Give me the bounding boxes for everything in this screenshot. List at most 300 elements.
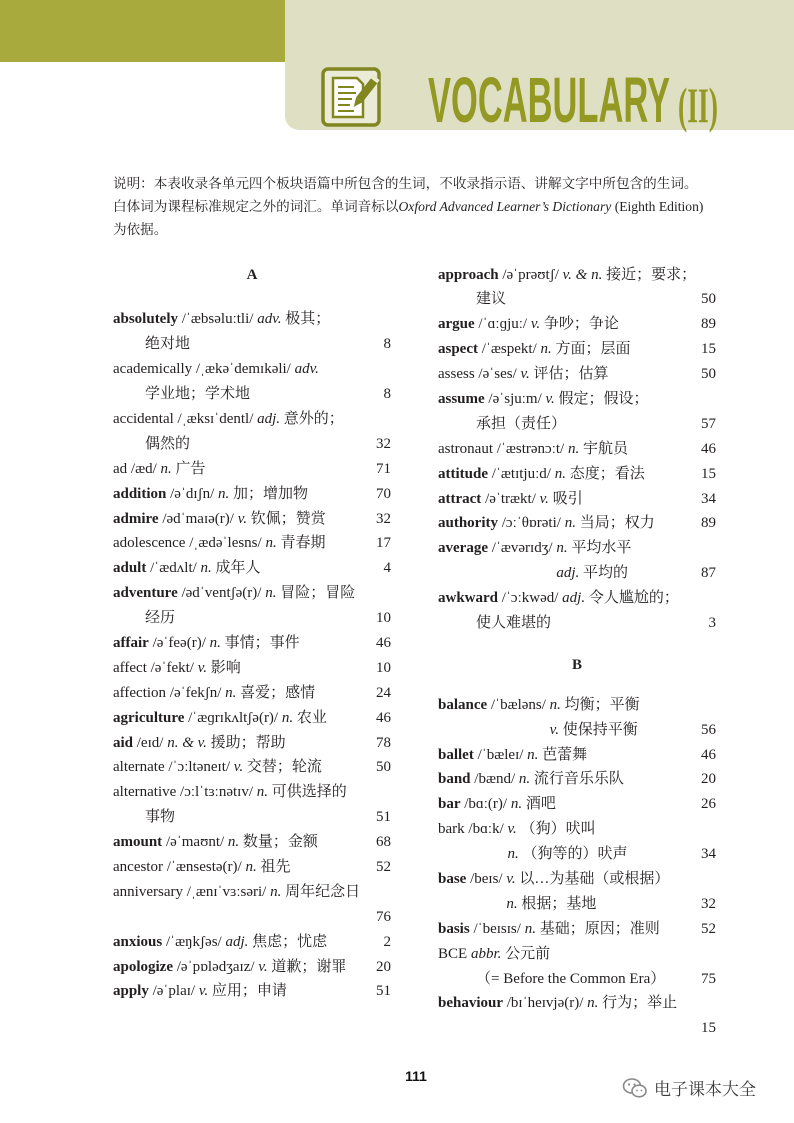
headword: ad [113,460,128,477]
definition: 以…为基础（或根据） [519,870,670,887]
part-of-speech: n. [256,784,268,801]
part-of-speech: n. [556,540,568,557]
page-title [426,62,726,136]
intro-text: (Eighth Edition) [611,198,704,214]
definition: 极其； [285,311,331,328]
vocab-entry [438,991,716,1041]
vocab-entry [438,337,716,362]
part-of-speech: n. [265,535,277,552]
page-reference: 32 [376,510,391,527]
part-of-speech: adv. [294,361,319,378]
entry-text [438,586,679,611]
headword: assess [438,366,475,383]
page-reference: 51 [376,809,391,826]
definition: 意外的； [283,410,344,427]
entry-text [476,967,665,992]
phonetic: /ˈɑːɡjuː/ [478,316,528,333]
definition: 态度；看法 [569,465,645,482]
phonetic: /ɔːˈθɒrəti/ [501,515,561,532]
page-reference: 24 [376,684,391,701]
headword: adult [113,560,147,577]
vocab-entry [113,556,391,581]
definition: 争吵；争论 [543,316,619,333]
phonetic: /əˈfekt/ [150,659,194,676]
intro-note [113,172,728,241]
page-reference: 76 [376,908,391,925]
entry-line [113,855,391,880]
definition: 援助；帮助 [210,734,286,751]
entry-line [438,817,716,842]
definition: 农业 [296,709,327,726]
entry-line [438,1016,716,1041]
entry-text [506,892,596,917]
definition: 基础；原因；准则 [539,920,660,937]
entry-text [113,880,360,905]
headword: astronaut [438,440,493,457]
vocab-entry [113,581,391,631]
page-reference: 20 [376,958,391,975]
entry-line [113,382,391,407]
vocab-entry [438,312,716,337]
part-of-speech: n. [225,684,237,701]
headword: alternate [113,759,165,776]
notepad-pencil-icon [321,67,381,127]
entry-line [438,263,716,288]
phonetic: /ˈævərɪdʒ/ [491,540,553,557]
part-of-speech: v. [520,366,530,383]
entry-line [438,942,716,967]
entry-line [438,892,716,917]
definition: 学业地；学术地 [145,386,251,403]
intro-text: 白体词为课程标准规定之外的词汇。单词音标以 [113,198,399,214]
phonetic: /ɔːlˈtɜːnətɪv/ [180,784,253,801]
headword: bark [438,821,465,838]
phonetic: /ˌænɪˈvɜːsəri/ [186,883,267,900]
entry-text [113,307,330,332]
entry-text [113,631,300,656]
entry-text [113,656,241,681]
entry-text [113,407,344,432]
headword: bar [438,796,461,813]
entry-line [113,482,391,507]
part-of-speech: n. [270,883,282,900]
part-of-speech: n. [245,858,257,875]
vocab-entry [438,362,716,387]
dictionary-title: Oxford Advanced Learner’s Dictionary [398,198,612,214]
headword: behaviour [438,995,504,1012]
entry-text [438,263,696,288]
vocab-entry [113,930,391,955]
entry-text [508,842,628,867]
vocab-entry [113,830,391,855]
entry-text [145,432,190,457]
phonetic: /əˈpɒlədʒaɪz/ [176,958,255,975]
entry-text [438,337,631,362]
entry-text [113,731,286,756]
part-of-speech: v. [506,870,516,887]
vocab-entry [113,731,391,756]
definition: （狗）吠叫 [520,821,596,838]
entry-text [438,462,645,487]
vocab-entry [438,942,716,992]
entry-text [438,991,677,1016]
entry-text [438,792,556,817]
headword: aid [113,734,134,751]
part-of-speech: n. [587,995,599,1012]
vocab-entry [113,855,391,880]
headword: amount [113,834,163,851]
definition: 成年人 [215,560,261,577]
part-of-speech: n. [281,709,294,726]
definition: 应用；申请 [211,983,287,1000]
headword: academically [113,361,193,378]
vocab-entry [438,511,716,536]
page-reference: 10 [376,610,391,627]
vocab-entry [438,586,716,636]
phonetic: /ˈæɡrɪkʌltʃə(r)/ [188,709,279,726]
entry-line [113,332,391,357]
vocab-entry [113,755,391,780]
definition: 交替；轮流 [246,759,322,776]
entry-line [113,905,391,930]
entry-line [113,606,391,631]
headword: apply [113,983,149,1000]
definition: 使保持平衡 [562,721,638,738]
part-of-speech: adj. [556,565,580,582]
definition: 绝对地 [145,336,191,353]
definition: 吸引 [552,490,583,507]
headword: ballet [438,746,474,763]
entry-line [113,830,391,855]
vocab-column-left [113,263,391,1005]
page-reference: 4 [383,560,391,577]
definition: 根据；基地 [521,895,597,912]
entry-text [438,693,640,718]
part-of-speech: n. [218,485,230,502]
definition: 喜爱；感情 [240,684,316,701]
entry-line [438,991,716,1016]
part-of-speech: v. & n. [562,266,603,283]
phonetic: /ˌædəˈlesns/ [189,535,262,552]
definition: 建议 [476,291,507,308]
entry-text [476,412,566,437]
entry-line [113,755,391,780]
entry-line [438,412,716,437]
headword: awkward [438,590,499,607]
definition: 流行音乐乐队 [533,771,624,788]
entry-text [113,930,327,955]
page-number: 111 [405,1068,427,1084]
phonetic: /ədˈmaɪə(r)/ [162,510,234,527]
entry-line [438,611,716,636]
phonetic: /beɪs/ [470,870,503,887]
page-reference: 46 [376,709,391,726]
entry-text [113,681,315,706]
vocab-entry [438,817,716,867]
part-of-speech: n. [540,341,552,358]
entry-text [113,955,346,980]
entry-line [438,586,716,611]
part-of-speech: n. [227,834,240,851]
headword: assume [438,390,485,407]
entry-line [113,681,391,706]
entry-line [113,955,391,980]
entry-text [113,830,318,855]
page-reference: 32 [701,895,716,912]
definition: 令人尴尬的； [588,590,679,607]
part-of-speech: v. [507,821,517,838]
part-of-speech: v. [198,983,209,1000]
intro-text: 为依据。 [113,221,168,237]
vocab-entry [438,767,716,792]
entry-text [476,611,551,636]
phonetic: /əˈtrækt/ [485,490,536,507]
entry-text [438,387,649,412]
vocab-entry [438,743,716,768]
part-of-speech: n. [507,846,519,863]
entry-text [476,287,506,312]
definition: 冒险；冒险 [280,585,356,602]
definition: 方面；层面 [555,341,631,358]
entry-line [438,437,716,462]
headword: band [438,771,471,788]
entry-text [113,979,287,1004]
entry-text [145,606,175,631]
entry-line [438,536,716,561]
page-reference: 8 [383,336,391,353]
phonetic: /əˈfekʃn/ [169,684,222,701]
entry-line [113,706,391,731]
entry-text [438,867,669,892]
entry-line [438,693,716,718]
headword: balance [438,696,488,713]
phonetic: /əˈmaʊnt/ [165,834,225,851]
page-reference: 50 [376,759,391,776]
page-reference: 15 [701,1020,716,1037]
entry-text [438,312,619,337]
entry-line [438,462,716,487]
headword: attitude [438,465,488,482]
headword: argue [438,316,475,333]
definition: 周年纪念日 [285,883,361,900]
phonetic: /ˈɔːltəneɪt/ [168,759,231,776]
phonetic: /bɪˈheɪvjə(r)/ [506,995,584,1012]
phonetic: /bænd/ [474,771,516,788]
headword: affection [113,684,167,701]
part-of-speech: n. [554,465,566,482]
definition: 芭蕾舞 [542,746,588,763]
phonetic: /ˌæksɪˈdentl/ [177,410,254,427]
definition: 影响 [210,659,241,676]
page-reference: 89 [701,515,716,532]
entry-text [113,507,326,532]
page-reference: 70 [376,485,391,502]
part-of-speech: n. [506,895,518,912]
headword: BCE [438,945,468,962]
part-of-speech: n. [209,634,221,651]
vocab-entry [113,880,391,930]
intro-text: 说明：本表收录各单元四个板块语篇中所包含的生词，不收录指示语、讲解文字中所包含的生词。 [113,175,698,191]
vocab-entry [438,917,716,942]
page-reference: 17 [376,535,391,552]
headword: agriculture [113,709,185,726]
wechat-icon [622,1076,648,1100]
definition: 行为；举止 [602,995,678,1012]
page-reference: 46 [376,634,391,651]
phonetic: /əˈsjuːm/ [488,390,542,407]
part-of-speech: v. [539,490,549,507]
part-of-speech: n. [564,515,576,532]
phonetic: /eɪd/ [136,734,164,751]
vocab-entry [438,263,716,313]
vocab-entry [113,507,391,532]
phonetic: /ˈæŋkʃəs/ [165,933,222,950]
page-reference: 32 [376,435,391,452]
definition: 均衡；平衡 [564,696,640,713]
entry-line [438,337,716,362]
entry-text [113,531,325,556]
page-reference: 46 [701,440,716,457]
vocab-entry [113,681,391,706]
definition: 焦虑；忧虑 [252,933,328,950]
phonetic: /bɑː(r)/ [464,796,508,813]
entry-line [438,842,716,867]
page-reference: 26 [701,796,716,813]
phonetic: /ˈbeɪsɪs/ [473,920,521,937]
vocab-entry [438,462,716,487]
entry-text [113,755,322,780]
part-of-speech: n. [518,771,531,788]
phonetic: /æd/ [130,460,157,477]
page-reference: 56 [701,721,716,738]
phonetic: /əˈprəʊtʃ/ [502,266,559,283]
entry-text [438,942,550,967]
intro-line [113,218,728,241]
page-reference: 89 [701,316,716,333]
vocab-entry [438,437,716,462]
part-of-speech: v. [237,510,247,527]
page-reference: 50 [701,366,716,383]
vocab-entry [113,482,391,507]
entry-line [113,930,391,955]
entry-text [550,718,638,743]
section-letter: A [246,266,258,283]
headword: authority [438,515,498,532]
headword: adventure [113,585,178,602]
entry-text [145,382,250,407]
part-of-speech: n. [524,920,536,937]
entry-line [438,362,716,387]
vocab-entry [438,387,716,437]
entry-line [438,387,716,412]
vocab-entry [113,457,391,482]
part-of-speech: n. [549,696,561,713]
headword: absolutely [113,311,179,328]
definition: 使人难堪的 [476,614,552,631]
page-reference: 34 [701,846,716,863]
entry-line [113,880,391,905]
definition: （= Before the Common Era） [476,970,666,987]
vocab-column-right [438,263,716,1042]
entry-text [113,556,261,581]
vocab-entry [113,706,391,731]
entry-line [438,743,716,768]
headword: anniversary [113,883,183,900]
phonetic: /ˈænsestə(r)/ [166,858,242,875]
headword: anxious [113,933,163,950]
entry-text [438,536,631,561]
definition: 祖先 [260,858,291,875]
intro-line [113,195,728,218]
vocab-entry [113,357,391,407]
definition: 平均的 [582,565,628,582]
definition: 道歉；谢罪 [271,958,347,975]
phonetic: /əˈdɪʃn/ [170,485,215,502]
vocab-entry [438,487,716,512]
entry-text [556,561,628,586]
definition: 宇航员 [582,440,628,457]
page-reference: 34 [701,490,716,507]
entry-line [113,631,391,656]
entry-text [113,780,347,805]
page-reference: 3 [708,614,716,631]
page-reference: 52 [376,858,391,875]
entry-text [113,357,319,382]
headword: addition [113,485,167,502]
entry-line [438,792,716,817]
title-numeral: (II) [678,77,718,133]
entry-line [113,432,391,457]
definition: 钦佩；赞赏 [250,510,326,527]
page-reference: 57 [701,415,716,432]
phonetic: /ˈɔːkwəd/ [501,590,559,607]
phonetic: /əˈfeə(r)/ [152,634,206,651]
vocab-entry [438,536,716,586]
entry-text [145,332,190,357]
entry-line [113,307,391,332]
page-reference: 8 [383,386,391,403]
vocab-entry [113,407,391,457]
part-of-speech: adv. [257,311,282,328]
vocab-entry [438,792,716,817]
definition: 事情；事件 [224,634,300,651]
headword: basis [438,920,470,937]
page-reference: 87 [701,565,716,582]
page-reference: 50 [701,291,716,308]
vocab-entry [113,307,391,357]
definition: 承担（责任） [476,415,567,432]
definition: 偶然的 [145,435,191,452]
headword: apologize [113,958,173,975]
headword: attract [438,490,482,507]
entry-text [113,581,355,606]
page-reference: 75 [701,970,716,987]
headword: affair [113,634,149,651]
section-letter: B [571,656,582,673]
part-of-speech: v. [549,721,559,738]
entry-text [438,917,660,942]
page-reference: 46 [701,746,716,763]
phonetic: /əˈses/ [478,366,517,383]
phonetic: /ˈæbsəluːtli/ [181,311,254,328]
headword: aspect [438,341,478,358]
entry-line [438,967,716,992]
phonetic: /ˈæstrənɔːt/ [496,440,565,457]
entry-line [438,511,716,536]
entry-line [438,867,716,892]
part-of-speech: n. [527,746,539,763]
definition: 青春期 [280,535,326,552]
